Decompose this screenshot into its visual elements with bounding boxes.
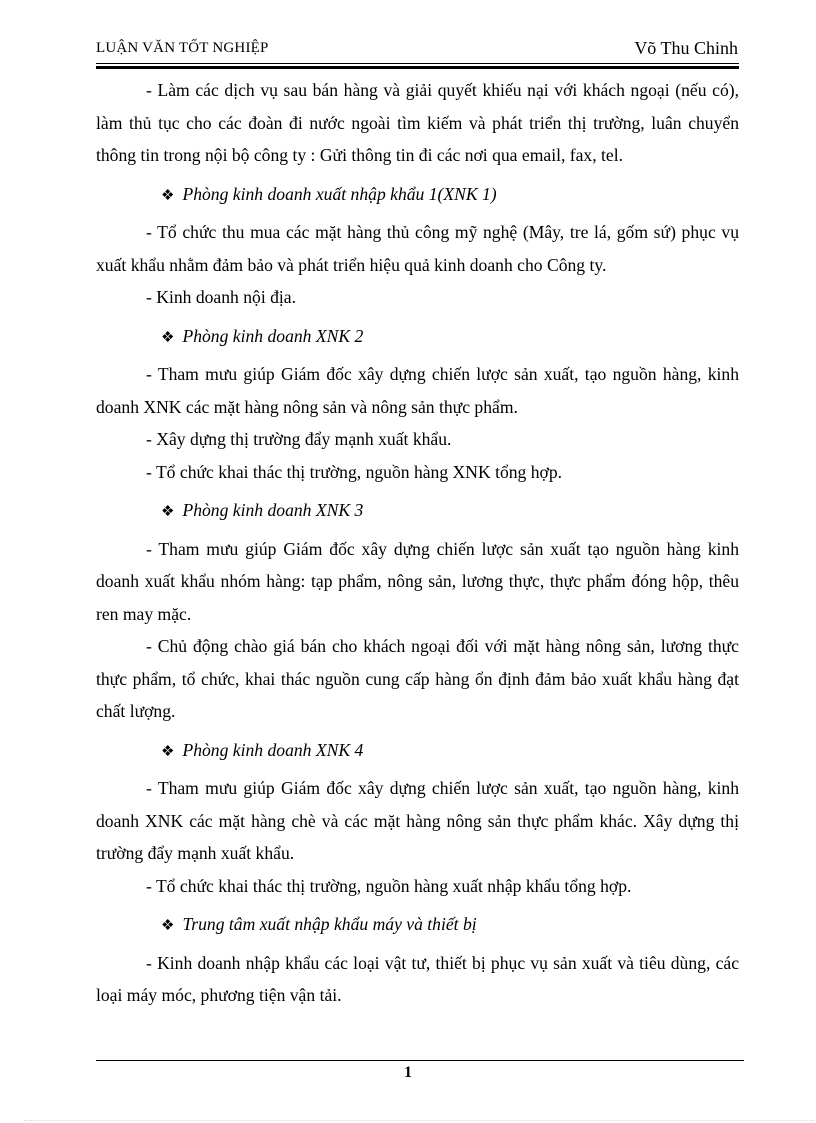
section-heading: ❖ Phòng kinh doanh XNK 4 bbox=[161, 739, 364, 760]
header-rule-thin bbox=[96, 63, 739, 64]
page-number: 1 bbox=[404, 1064, 412, 1081]
section-heading: ❖ Trung tâm xuất nhập khẩu máy và thiết bị bbox=[161, 914, 477, 934]
paragraph: - Tham mưu giúp Giám đốc xây dựng chiến lược sản xuất, tạo nguồn hàng, kinh doanh XNK các mặt hàng chè và các mặt hàng nông sản thực phẩm khác. Xây dựng thị trường đẩy mạnh xuất khẩu. bbox=[96, 778, 739, 863]
diamond-bullet-icon: ❖ bbox=[161, 187, 175, 204]
paragraph: - Tham mưu giúp Giám đốc xây dựng chiến lược sản xuất tạo nguồn hàng kinh doanh xuất khẩu nhóm hàng: tạp phẩm, nông sản, lương thực, thực phẩm đóng hộp, thêu ren may mặc. bbox=[96, 538, 739, 624]
paragraph: - Kinh doanh nội địa. bbox=[146, 287, 297, 307]
paragraph: - Tổ chức khai thác thị trường, nguồn hàng XNK tổng hợp. bbox=[146, 461, 563, 482]
header-author: Võ Thu Chinh bbox=[634, 38, 738, 58]
section-heading: ❖ Phòng kinh doanh xuất nhập khẩu 1(XNK 1) bbox=[161, 183, 497, 204]
section-heading: ❖ Phòng kinh doanh XNK 3 bbox=[161, 500, 364, 520]
diamond-bullet-icon: ❖ bbox=[161, 504, 175, 520]
paragraph: - Chủ động chào giá bán cho khách ngoại đối với mặt hàng nông sản, lương thực thực phẩm, tổ chức, khai thác nguồn cung cấp hàng ổn định đảm bảo xuất khẩu hàng đạt chất lượng. bbox=[96, 636, 739, 721]
paragraph: - Làm các dịch vụ sau bán hàng và giải quyết khiếu nại với khách ngoại (nếu có), làm thủ tục cho các đoàn đi nước ngoài tìm kiếm và phát triển thị trường, luân chuyển thông tin trong nội bộ công ty : Gửi thông tin đi các nơi qua email, fax, tel. bbox=[96, 80, 739, 165]
paragraph: - Tổ chức khai thác thị trường, nguồn hàng xuất nhập khẩu tổng hợp. bbox=[146, 875, 632, 896]
footer-rule bbox=[96, 1060, 744, 1061]
paragraph: - Xây dựng thị trường đẩy mạnh xuất khẩu. bbox=[146, 429, 452, 449]
document-body bbox=[96, 74, 739, 1012]
diamond-bullet-icon: ❖ bbox=[161, 918, 175, 934]
section-heading: ❖ Phòng kinh doanh XNK 2 bbox=[161, 325, 364, 346]
paragraph: - Tham mưu giúp Giám đốc xây dựng chiến lược sản xuất, tạo nguồn hàng, kinh doanh XNK các mặt hàng nông sản và nông sản thực phẩm. bbox=[96, 364, 739, 417]
paragraph: - Tổ chức thu mua các mặt hàng thủ công mỹ nghệ (Mây, tre lá, gốm sứ) phục vụ xuất khẩu nhằm đảm bảo và phát triển hiệu quả kinh doanh cho Công ty. bbox=[96, 222, 739, 275]
header-title: LUẬN VĂN TỐT NGHIỆP bbox=[96, 40, 269, 56]
paragraph: - Kinh doanh nhập khẩu các loại vật tư, thiết bị phục vụ sản xuất và tiêu dùng, các loại máy móc, phương tiện vận tải. bbox=[96, 952, 739, 1005]
header-rule-thick bbox=[96, 66, 739, 69]
diamond-bullet-icon: ❖ bbox=[161, 743, 175, 760]
page-edge-divider bbox=[24, 1120, 814, 1121]
diamond-bullet-icon: ❖ bbox=[161, 329, 175, 346]
